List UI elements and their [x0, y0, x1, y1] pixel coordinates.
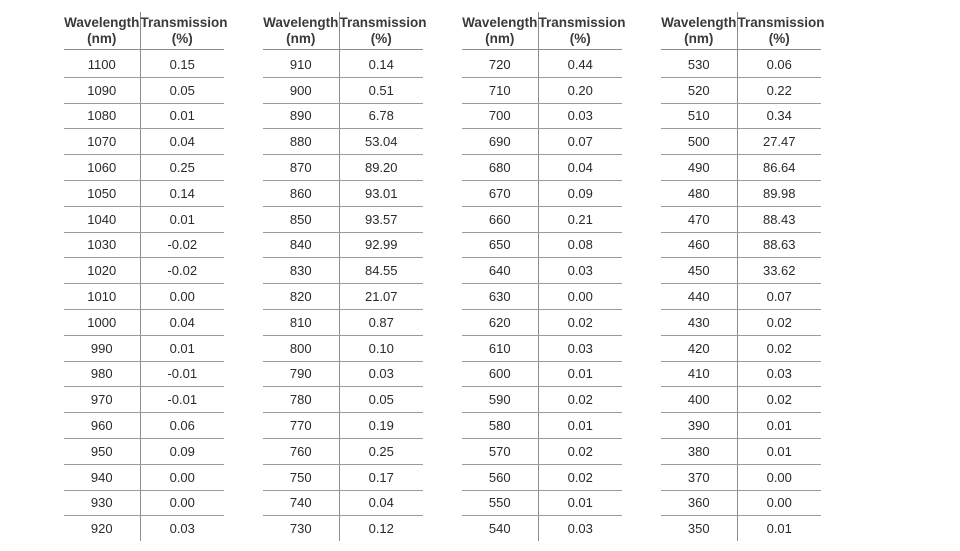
table-row — [64, 335, 224, 361]
wavelength-cell: 640 — [462, 258, 538, 284]
table-row — [462, 464, 622, 490]
table-row — [661, 309, 821, 335]
transmission-header-unit: (%) — [768, 30, 790, 46]
table-row — [263, 258, 423, 284]
header-row — [661, 12, 821, 50]
transmission-cell: 88.63 — [737, 232, 821, 258]
table-row — [64, 387, 224, 413]
wavelength-cell: 620 — [462, 309, 538, 335]
table-row — [64, 206, 224, 232]
transmission-cell: 0.04 — [538, 155, 622, 181]
transmission-cell: 0.02 — [538, 438, 622, 464]
table-row — [64, 77, 224, 103]
data-table — [64, 12, 228, 541]
table-row — [661, 129, 821, 155]
wavelength-header-label: Wavelength — [64, 14, 140, 30]
table-row — [263, 77, 423, 103]
wavelength-cell: 800 — [263, 335, 339, 361]
wavelength-header-unit: (nm) — [87, 30, 117, 46]
wavelength-cell: 1070 — [64, 129, 140, 155]
wavelength-header — [462, 12, 538, 50]
wavelength-cell: 350 — [661, 516, 737, 541]
wavelength-cell: 650 — [462, 232, 538, 258]
transmission-cell: 93.01 — [339, 180, 423, 206]
transmission-cell: 0.04 — [140, 129, 224, 155]
table-row — [64, 464, 224, 490]
wavelength-cell: 1040 — [64, 206, 140, 232]
table-row — [64, 232, 224, 258]
wavelength-cell: 750 — [263, 464, 339, 490]
wavelength-cell: 830 — [263, 258, 339, 284]
wavelength-cell: 1100 — [64, 50, 140, 78]
table-row — [462, 206, 622, 232]
wavelength-cell: 930 — [64, 490, 140, 516]
transmission-cell: 0.20 — [538, 77, 622, 103]
wavelength-header-unit: (nm) — [485, 30, 515, 46]
table-row — [462, 387, 622, 413]
transmission-cell: 0.06 — [140, 413, 224, 439]
transmission-cell: 0.00 — [538, 284, 622, 310]
wavelength-header-unit: (nm) — [684, 30, 714, 46]
wavelength-cell: 430 — [661, 309, 737, 335]
wavelength-cell: 630 — [462, 284, 538, 310]
wavelength-cell: 740 — [263, 490, 339, 516]
header-row — [462, 12, 622, 50]
wavelength-cell: 480 — [661, 180, 737, 206]
transmission-cell: 0.02 — [538, 464, 622, 490]
transmission-cell: 0.19 — [339, 413, 423, 439]
wavelength-cell: 870 — [263, 155, 339, 181]
data-table — [462, 12, 626, 541]
transmission-cell: 0.01 — [538, 490, 622, 516]
transmission-cell: 0.05 — [140, 77, 224, 103]
transmission-cell: 0.14 — [339, 50, 423, 78]
transmission-cell: 0.03 — [538, 335, 622, 361]
transmission-cell: 0.01 — [737, 438, 821, 464]
wavelength-cell: 970 — [64, 387, 140, 413]
table-row — [661, 464, 821, 490]
table-row — [263, 155, 423, 181]
wavelength-cell: 980 — [64, 361, 140, 387]
table-row — [661, 258, 821, 284]
wavelength-cell: 810 — [263, 309, 339, 335]
transmission-cell: 33.62 — [737, 258, 821, 284]
transmission-cell: 0.01 — [140, 335, 224, 361]
wavelength-cell: 660 — [462, 206, 538, 232]
transmission-cell: 0.03 — [339, 361, 423, 387]
table-row — [462, 50, 622, 78]
transmission-cell: 0.87 — [339, 309, 423, 335]
table-row — [462, 413, 622, 439]
table-row — [263, 516, 423, 541]
transmission-cell: 0.03 — [567, 521, 593, 537]
transmission-cell: 88.43 — [737, 206, 821, 232]
transmission-cell: 0.00 — [737, 464, 821, 490]
table-row — [64, 129, 224, 155]
table-row — [64, 361, 224, 387]
wavelength-cell: 920 — [64, 516, 140, 541]
wavelength-cell: 880 — [263, 129, 339, 155]
wavelength-cell: 490 — [661, 155, 737, 181]
wavelength-header — [64, 12, 140, 50]
data-table — [661, 12, 825, 541]
transmission-cell: 0.25 — [339, 438, 423, 464]
table-row — [263, 129, 423, 155]
transmission-cell: 92.99 — [339, 232, 423, 258]
table-body — [64, 50, 224, 542]
wavelength-header-label: Wavelength — [263, 14, 339, 30]
wavelength-header — [263, 12, 339, 50]
transmission-cell: 0.04 — [339, 490, 423, 516]
table-row — [263, 387, 423, 413]
table-row — [661, 490, 821, 516]
table-row — [661, 103, 821, 129]
wavelength-cell: 710 — [462, 77, 538, 103]
table-row — [661, 361, 821, 387]
transmission-cell: 21.07 — [339, 284, 423, 310]
table-row — [462, 335, 622, 361]
wavelength-cell: 530 — [661, 50, 737, 78]
table-row — [661, 387, 821, 413]
transmission-cell: 0.02 — [538, 387, 622, 413]
table-row — [661, 335, 821, 361]
transmission-cell: 0.00 — [140, 464, 224, 490]
wavelength-cell: 820 — [263, 284, 339, 310]
wavelength-cell: 1010 — [64, 284, 140, 310]
wavelength-cell: 780 — [263, 387, 339, 413]
table-row — [263, 206, 423, 232]
wavelength-cell: 460 — [661, 232, 737, 258]
table-row — [462, 516, 622, 541]
wavelength-cell: 500 — [661, 129, 737, 155]
transmission-cell: 0.01 — [140, 103, 224, 129]
transmission-cell: 0.21 — [538, 206, 622, 232]
table-row — [462, 438, 622, 464]
transmission-cell: 0.00 — [737, 490, 821, 516]
table-row — [263, 335, 423, 361]
wavelength-cell: 690 — [462, 129, 538, 155]
table-row — [462, 258, 622, 284]
transmission-cell: 0.03 — [737, 361, 821, 387]
transmission-cell: 0.01 — [766, 521, 792, 537]
transmission-cell: 0.25 — [140, 155, 224, 181]
transmission-cell: 0.22 — [737, 77, 821, 103]
wavelength-cell: 910 — [263, 50, 339, 78]
transmission-cell: 0.05 — [339, 387, 423, 413]
table-row — [661, 50, 821, 78]
transmission-header-label: Transmission — [339, 14, 427, 30]
transmission-header — [339, 12, 427, 50]
wavelength-cell: 420 — [661, 335, 737, 361]
wavelength-cell: 540 — [462, 516, 538, 541]
table-row — [462, 232, 622, 258]
transmission-cell: 0.03 — [538, 103, 622, 129]
header-row — [263, 12, 423, 50]
wavelength-cell: 850 — [263, 206, 339, 232]
wavelength-header-label: Wavelength — [661, 14, 737, 30]
table-row — [263, 180, 423, 206]
table-row — [661, 284, 821, 310]
transmission-cell: 0.07 — [538, 129, 622, 155]
wavelength-cell: 1080 — [64, 103, 140, 129]
table-row — [263, 232, 423, 258]
wavelength-cell: 1060 — [64, 155, 140, 181]
transmission-cell: 0.02 — [737, 387, 821, 413]
transmission-cell: 0.00 — [140, 490, 224, 516]
transmission-cell: 0.06 — [737, 50, 821, 78]
wavelength-cell: 770 — [263, 413, 339, 439]
table-row — [64, 50, 224, 78]
transmission-cell: 0.02 — [538, 309, 622, 335]
transmission-cell: 0.03 — [169, 521, 195, 537]
transmission-cell: 89.98 — [737, 180, 821, 206]
transmission-cell: 0.10 — [339, 335, 423, 361]
table-row — [462, 129, 622, 155]
table-row — [661, 77, 821, 103]
table-row — [263, 361, 423, 387]
transmission-cell: 0.00 — [140, 284, 224, 310]
header-row — [64, 12, 224, 50]
table-row — [462, 155, 622, 181]
transmission-cell: 0.34 — [737, 103, 821, 129]
wavelength-cell: 510 — [661, 103, 737, 129]
wavelength-cell: 440 — [661, 284, 737, 310]
wavelength-cell: 370 — [661, 464, 737, 490]
table-row — [661, 180, 821, 206]
wavelength-cell: 940 — [64, 464, 140, 490]
wavelength-cell: 1000 — [64, 309, 140, 335]
transmission-cell: 0.01 — [140, 206, 224, 232]
table-row — [64, 438, 224, 464]
transmission-cell: -0.02 — [140, 232, 224, 258]
transmission-cell: -0.01 — [140, 387, 224, 413]
table-row — [263, 309, 423, 335]
transmission-cell: 0.09 — [538, 180, 622, 206]
wavelength-cell: 400 — [661, 387, 737, 413]
table-row — [661, 413, 821, 439]
transmission-cell: 0.17 — [339, 464, 423, 490]
table-row — [263, 464, 423, 490]
transmission-cell: 6.78 — [339, 103, 423, 129]
wavelength-cell: 1030 — [64, 232, 140, 258]
transmission-header-label: Transmission — [737, 14, 825, 30]
table-row — [661, 516, 821, 541]
transmission-header-unit: (%) — [569, 30, 591, 46]
wavelength-cell: 410 — [661, 361, 737, 387]
table-body — [462, 50, 622, 542]
wavelength-cell: 790 — [263, 361, 339, 387]
transmission-tables — [64, 12, 825, 541]
wavelength-cell: 670 — [462, 180, 538, 206]
transmission-cell: 0.51 — [339, 77, 423, 103]
wavelength-cell: 700 — [462, 103, 538, 129]
transmission-cell: 86.64 — [737, 155, 821, 181]
wavelength-cell: 900 — [263, 77, 339, 103]
wavelength-cell: 360 — [661, 490, 737, 516]
transmission-cell: 0.02 — [737, 309, 821, 335]
table-row — [462, 490, 622, 516]
wavelength-cell: 1050 — [64, 180, 140, 206]
transmission-cell: -0.02 — [140, 258, 224, 284]
transmission-cell: 0.12 — [368, 521, 394, 537]
wavelength-cell: 570 — [462, 438, 538, 464]
table-row — [64, 309, 224, 335]
table-row — [263, 438, 423, 464]
transmission-header-unit: (%) — [171, 30, 193, 46]
table-row — [64, 490, 224, 516]
table-row — [64, 413, 224, 439]
transmission-cell: 0.14 — [140, 180, 224, 206]
wavelength-cell: 1020 — [64, 258, 140, 284]
wavelength-cell: 580 — [462, 413, 538, 439]
transmission-cell: 0.01 — [538, 361, 622, 387]
wavelength-cell: 450 — [661, 258, 737, 284]
table-body — [263, 50, 423, 542]
transmission-cell: 27.47 — [737, 129, 821, 155]
wavelength-cell: 380 — [661, 438, 737, 464]
table-row — [64, 258, 224, 284]
wavelength-cell: 680 — [462, 155, 538, 181]
wavelength-header — [661, 12, 737, 50]
table-row — [462, 361, 622, 387]
table-row — [64, 180, 224, 206]
transmission-cell: 93.57 — [339, 206, 423, 232]
transmission-cell: -0.01 — [140, 361, 224, 387]
transmission-header-label: Transmission — [140, 14, 228, 30]
wavelength-cell: 590 — [462, 387, 538, 413]
transmission-cell: 0.04 — [140, 309, 224, 335]
transmission-cell: 0.02 — [737, 335, 821, 361]
wavelength-cell: 520 — [661, 77, 737, 103]
table-row — [64, 155, 224, 181]
transmission-header — [737, 12, 825, 50]
table-row — [263, 103, 423, 129]
table-row — [64, 284, 224, 310]
table-row — [64, 516, 224, 541]
transmission-cell: 89.20 — [339, 155, 423, 181]
transmission-header — [538, 12, 626, 50]
table-row — [462, 284, 622, 310]
wavelength-cell: 860 — [263, 180, 339, 206]
transmission-cell: 0.07 — [737, 284, 821, 310]
data-table — [263, 12, 427, 541]
wavelength-header-label: Wavelength — [462, 14, 538, 30]
wavelength-cell: 950 — [64, 438, 140, 464]
table-row — [263, 284, 423, 310]
table-row — [263, 50, 423, 78]
wavelength-header-unit: (nm) — [286, 30, 316, 46]
table-row — [263, 490, 423, 516]
wavelength-cell: 390 — [661, 413, 737, 439]
transmission-cell: 0.15 — [140, 50, 224, 78]
transmission-header — [140, 12, 228, 50]
table-row — [64, 103, 224, 129]
transmission-header-unit: (%) — [370, 30, 392, 46]
transmission-header-label: Transmission — [538, 14, 626, 30]
table-row — [462, 103, 622, 129]
transmission-cell: 0.01 — [737, 413, 821, 439]
transmission-cell: 84.55 — [339, 258, 423, 284]
wavelength-cell: 960 — [64, 413, 140, 439]
table-body — [661, 50, 821, 542]
wavelength-cell: 550 — [462, 490, 538, 516]
table-row — [263, 413, 423, 439]
transmission-cell: 0.01 — [538, 413, 622, 439]
wavelength-cell: 1090 — [64, 77, 140, 103]
table-row — [661, 438, 821, 464]
transmission-cell: 0.08 — [538, 232, 622, 258]
wavelength-cell: 600 — [462, 361, 538, 387]
table-row — [462, 180, 622, 206]
wavelength-cell: 560 — [462, 464, 538, 490]
table-row — [661, 155, 821, 181]
transmission-cell: 0.09 — [140, 438, 224, 464]
table-row — [661, 206, 821, 232]
transmission-cell: 0.03 — [538, 258, 622, 284]
transmission-cell: 53.04 — [339, 129, 423, 155]
wavelength-cell: 840 — [263, 232, 339, 258]
transmission-cell: 0.44 — [538, 50, 622, 78]
wavelength-cell: 610 — [462, 335, 538, 361]
table-row — [661, 232, 821, 258]
table-row — [462, 77, 622, 103]
wavelength-cell: 720 — [462, 50, 538, 78]
table-row — [462, 309, 622, 335]
wavelength-cell: 470 — [661, 206, 737, 232]
wavelength-cell: 730 — [263, 516, 339, 541]
wavelength-cell: 760 — [263, 438, 339, 464]
wavelength-cell: 890 — [263, 103, 339, 129]
wavelength-cell: 990 — [64, 335, 140, 361]
